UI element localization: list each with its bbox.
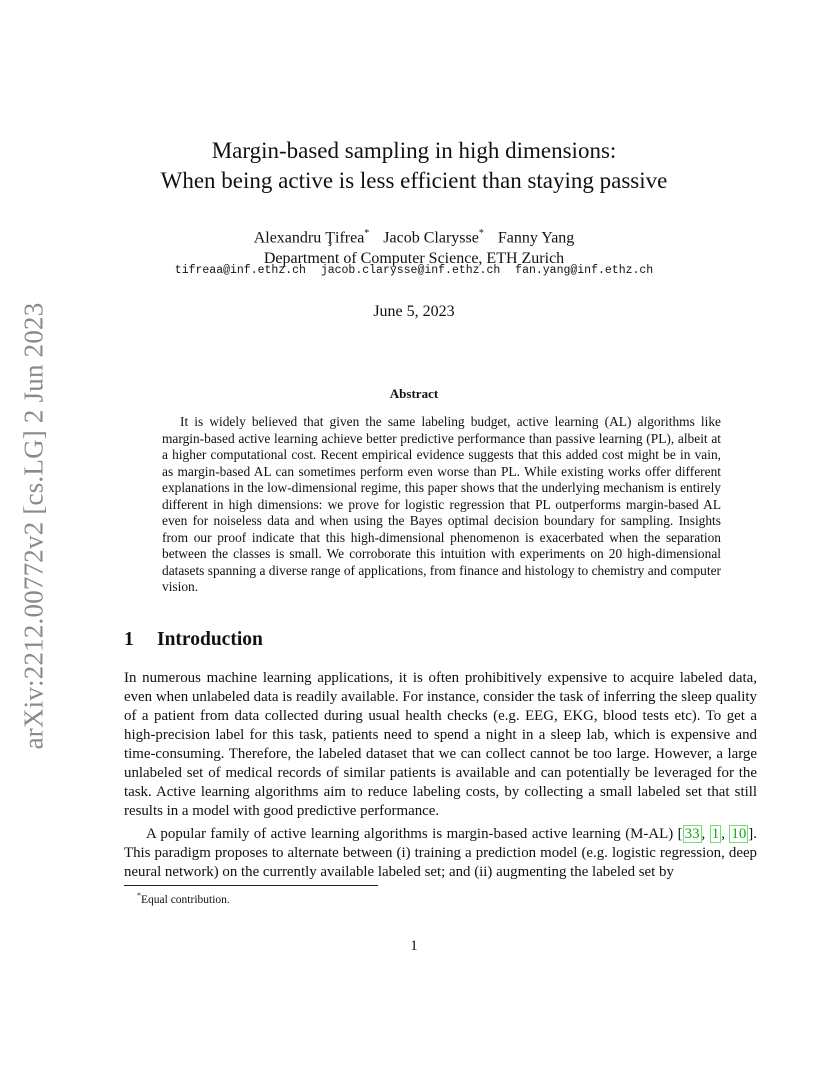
author-mark: * (364, 228, 370, 239)
email-address[interactable]: fan.yang@inf.ethz.ch (515, 264, 654, 277)
citation-link[interactable]: 33 (684, 826, 700, 842)
paragraph-text: ]. This paradigm proposes to alternate between (i) training a prediction model (e.g. logistic regression, deep neural network) on the currently available labeled set; and (ii) augmenting the labeled set by (124, 826, 757, 880)
publication-date: June 5, 2023 (373, 303, 455, 320)
title-line-1: Margin-based sampling in high dimensions: (211, 138, 617, 163)
paragraph-text: A popular family of active learning algorithms is margin-based active learning (M-AL) [ (146, 826, 683, 842)
author-list (0, 223, 828, 248)
footnote-mark: * (137, 891, 141, 900)
arxiv-sidebar (14, 293, 54, 759)
intro-paragraph-2: A popular family of active learning algorithms is margin-based active learning (M-AL) [ 33 , 1 , 10 ]. This paradigm proposes to alternate between (i) training a prediction model (e.g. logistic regression, deep neural network) on the currently available labeled set; and (ii) augmenting the labeled set by (124, 826, 757, 880)
email-address[interactable]: tifreaa@inf.ethz.ch (174, 264, 306, 277)
footnote (137, 891, 230, 906)
email-address[interactable]: jacob.clarysse@inf.ethz.ch (320, 264, 501, 277)
arxiv-identifier[interactable]: arXiv:2212.00772v2 [cs.LG] 2 Jun 2023 (18, 302, 49, 750)
citation-link[interactable]: 1 (711, 826, 720, 842)
email-list (0, 264, 828, 277)
abstract-text: It is widely believed that given the same labeling budget, active learning (AL) algorithms like margin-based active learning achieve better predictive performance than passive learning (PL), albeit at a higher computational cost. Recent empirical evidence suggests that this added cost might be in vain, as margin-based AL can sometimes perform even worse than PL. While existing works offer different explanations in the low-dimensional regime, this paper shows that the underlying mechanism is entirely different in high dimensions: we prove for logistic regression that PL outperforms margin-based AL even for noiseless data and when using the Bayes optimal decision boundary for sampling. Insights from our proof indicate that this high-dimensional phenomenon is exacerbated when the separation between the classes is small. We corroborate this intuition with experiments on 20 high-dimensional datasets spanning a diverse range of applications, from finance and histology to chemistry and computer vision. (162, 414, 721, 594)
page-number: 1 (410, 938, 418, 954)
author-mark: * (478, 228, 484, 239)
section-heading (124, 629, 724, 651)
author-block (0, 223, 828, 269)
author-name: Alexandru Ţifrea (253, 229, 365, 247)
paper-title (0, 136, 828, 196)
author-name: Fanny Yang (497, 229, 575, 247)
author-name: Jacob Clarysse (383, 229, 479, 247)
abstract-heading: Abstract (389, 386, 439, 401)
footnote-text: Equal contribution. (141, 893, 230, 906)
section-number: 1 (124, 629, 134, 650)
affiliation: Department of Computer Science, ETH Zurich (263, 250, 565, 268)
title-line-2: When being active is less efficient than staying passive (160, 168, 668, 193)
footnote-rule (124, 885, 378, 886)
citation-link[interactable]: 10 (731, 826, 747, 842)
intro-paragraph-1: In numerous machine learning applications, it is often prohibitively expensive to acquire labeled data, even when unlabeled data is readily available. For instance, consider the task of inferring the sleep quality of a patient from data collected during usual health checks (e.g. EEG, EKG, blood tests etc). To get a high-precision label for this task, patients need to spend a night in a sleep lab, which is expensive and time-consuming. Therefore, the labeled dataset that we can collect cannot be too large. However, a large unlabeled set of medical records of similar patients is available and can potentially be leveraged for the task. Active learning algorithms aim to reduce labeling costs, by collecting a small labeled set that still results in a model with good predictive performance. (124, 670, 757, 819)
section-title: Introduction (157, 629, 263, 650)
